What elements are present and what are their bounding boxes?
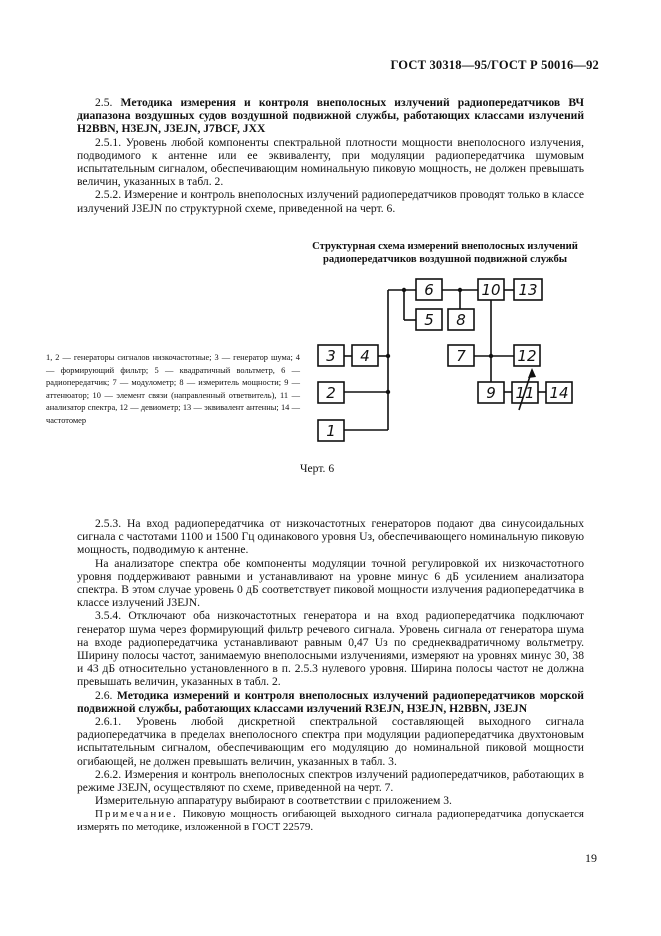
page-number: 19 [585, 851, 597, 865]
block-1-label: 1 [326, 422, 336, 440]
block-6-label: 6 [424, 281, 434, 299]
paragraph-2-6-2: 2.6.2. Измерения и контроль внеполосных спектров излучений радиопередатчиков, работающих в режиме J3EJN, осуществляют по схеме, приведенной на черт. 7. [77, 767, 584, 795]
note [77, 808, 584, 834]
figure-title: Структурная схема измерений внеполосных излучений радиопередатчиков воздушной подвижной службы [312, 241, 578, 265]
block-12-label: 12 [517, 347, 537, 365]
section-2-6-heading: 2.6. Методика измерений и контроля внеполосных излучений радиопередатчиков морской подвижной службы, работающих классами излучений R3EJN, H3EJN, H2BBN, J3EJN [77, 688, 584, 715]
paragraph-2-6-1: 2.6.1. Уровень любой дискретной спектральной составляющей выходного сигнала радиопередатчика в пределах внеполосного спектра при модуляции радиопередатчика двухтоновым испытательным сигналом, обеспечивающим его модуляцию до номинальной пиковой мощности огибающей, не должен превышать величин, указанных в табл. 3. [77, 715, 584, 768]
block-8-label: 8 [456, 311, 466, 329]
block-3-label: 3 [326, 347, 336, 365]
block-5-label: 5 [424, 311, 434, 329]
paragraph-analyzer: На анализаторе спектра обе компоненты модуляции точной регулировкой их низкочастотного уровня поддерживают равными и устанавливают на уровне минус 6 дБ усилением анализатора спектра. В этом случае уровень 0 дБ соответствует пиковой мощности излучения радиопередатчика в классе излучений J3EJN. [77, 556, 584, 610]
block-4-label: 4 [360, 347, 370, 365]
note-label: Примечание. [95, 808, 178, 820]
paragraph-2-5-1: 2.5.1. Уровень любой компоненты спектральной плотности мощности внеполосного излучения, подводимого к антенне или ее эквиваленту, при модуляции радиопередатчика шумовым испытательным сигналом, обеспечивающим номинальную пиковую мощность, не должен превышать величин, указанных в табл. 2. [77, 135, 584, 189]
paragraph-3-5-4: 3.5.4. Отключают оба низкочастотных генератора и на вход радиопередатчика подключают генератор шума через формирующий фильтр речевого сигнала. Уровень сигнала от генератора шума на входе радиопередатчика устанавливают равным 0,47 Uз по среднеквадратичному вольтметру. Ширину полосы частот, занимаемую внеполосными излучениями, измеряют на уровнях минус 30, 38 и 43 дБ относительно установленного в п. 2.5.3 нулевого уровня. Ширина полосы частот не должна превышать величин, указанных в табл. 2. [77, 609, 584, 689]
lower-text-block [77, 517, 584, 807]
block-14-label: 14 [549, 384, 569, 402]
paragraph-apparatus: Измерительную аппаратуру выбирают в соответствии с приложением 3. [95, 794, 452, 808]
figure-legend: 1, 2 — генераторы сигналов низкочастотные; 3 — генератор шума; 4 — формирующий фильтр; 5 — квадратичный вольтметр, 6 — радиопередатчик; 7 — модулометр; 8 — измеритель мощности; 9 — аттенюатор; 10 — элемент связи (направленный ответвитель), 11 — анализатор спектра, 12 — девиометр; 13 — эквивалент антенны; 14 — частотомер [46, 353, 300, 425]
note-text: Пиковую мощность огибающей выходного сигнала радиопередатчика допускается измерять по методике, изложенной в ГОСТ 22579. [77, 808, 584, 834]
page-header: ГОСТ 30318—95/ГОСТ Р 50016—92 [390, 58, 599, 72]
section-2-5-heading: 2.5. Методика измерения и контроля внеполосных излучений радиопередатчиков ВЧ диапазона воздушных судов воздушной подвижной службы, работающих классами излучений H2BBN, H3EJN, J3EJN, J7BCF, JXX [77, 96, 585, 136]
block-10-label: 10 [481, 281, 501, 299]
block-2-label: 2 [326, 384, 336, 402]
block-7-label: 7 [456, 347, 466, 365]
figure-caption: Черт. 6 [300, 462, 335, 475]
block-13-label: 13 [518, 281, 538, 299]
paragraph-2-5-2: 2.5.2. Измерение и контроль внеполосных излучений радиопередатчиков проводят только в классе излучений J3EJN по структурной схеме, приведенной на черт. 6. [77, 188, 584, 215]
paragraph-2-5-3: 2.5.3. На вход радиопередатчика от низкочастотных генераторов подают два синусоидальных сигнала с частотами 1100 и 1500 Гц одинакового уровня Uз, обеспечивающего номинальную пиковую мощность, подводимую к антенне. [77, 517, 584, 557]
block-9-label: 9 [486, 384, 496, 402]
block-11-label: 11 [515, 384, 535, 402]
